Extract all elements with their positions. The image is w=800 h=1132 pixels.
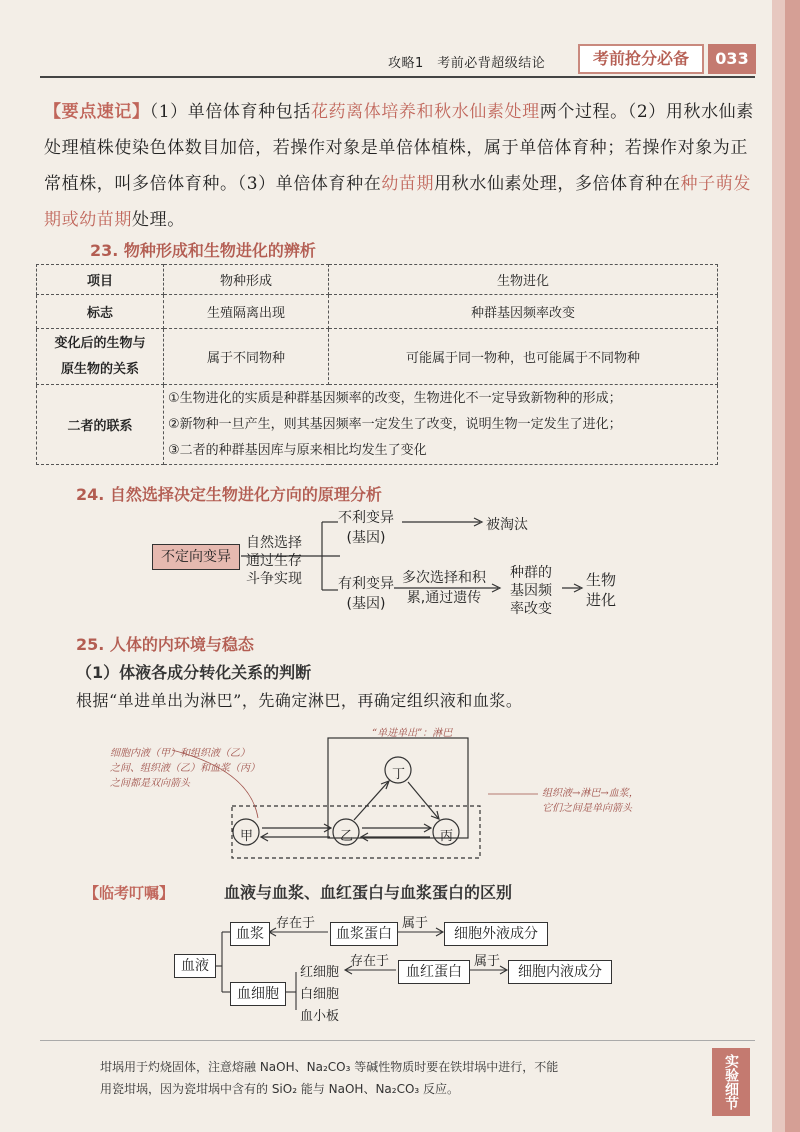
evo-l1: 生物	[586, 571, 617, 589]
table-row2-key-l1: 变化后的生物与	[54, 335, 146, 351]
unfav-l1: 不利变异	[338, 510, 394, 526]
table-row3-line2: ②新物种一旦产生，则其基因频率一定发生了改变，说明生物一定发生了进化；	[168, 416, 622, 432]
fav-l2: (基因)	[346, 596, 386, 612]
hnl-3: 之间都是双向箭头	[110, 778, 190, 789]
node-jia: 甲	[240, 829, 254, 844]
header-tag: 考前抢分必备	[578, 44, 704, 74]
tip-label: 【临考叮嘱】	[84, 884, 175, 902]
gf-l3: 率改变	[510, 601, 552, 617]
table-row2-a: 属于不同物种	[164, 329, 329, 385]
running-header: 攻略1 考前必背超级结论	[388, 56, 546, 71]
evolution-label	[586, 570, 616, 610]
plasma-protein-box: 血浆蛋白	[330, 922, 398, 946]
table-header-evolution: 生物进化	[329, 265, 718, 295]
table-row2-b: 可能属于同一物种，也可能属于不同物种	[329, 329, 718, 385]
exist-in-1: 存在于	[276, 916, 316, 931]
extracellular-box: 细胞外液成分	[444, 922, 548, 946]
belong-to-2: 属于	[474, 954, 501, 969]
plasma-box: 血浆	[230, 922, 270, 946]
exist-in-2: 存在于	[350, 954, 390, 969]
handnote-right	[542, 786, 639, 816]
table-header-speciation: 物种形成	[164, 265, 329, 295]
key-points	[44, 94, 764, 238]
footer-note	[100, 1056, 700, 1100]
hnl-1: 细胞内液（甲）和组织液（乙）	[110, 748, 250, 759]
section-25-title: 25. 人体的内环境与稳态	[76, 635, 254, 654]
table-row3-line3: ③二者的种群基因库与原来相比均发生了变化	[168, 442, 427, 458]
fav-l1: 有利变异	[338, 576, 394, 592]
evo-l2: 进化	[586, 591, 617, 609]
page-number: 033	[708, 44, 756, 74]
header-badge	[578, 44, 754, 74]
gf-l2: 基因频	[510, 583, 552, 599]
gene-frequency-label	[510, 564, 552, 618]
gf-l1: 种群的	[510, 565, 552, 581]
node-ding: 丁	[392, 767, 406, 782]
table-row1-a: 生殖隔离出现	[164, 295, 329, 329]
header-rule	[40, 76, 755, 78]
ns-l2: 通过生存	[246, 553, 302, 569]
natural-selection-label	[246, 534, 302, 588]
table-row1-key: 标志	[37, 295, 164, 329]
accumulation-label	[402, 568, 486, 608]
table-header-item: 项目	[37, 265, 164, 295]
node-bing: 丙	[440, 829, 454, 844]
footer-rule	[40, 1040, 755, 1041]
key-points-label: 【要点速记】	[44, 102, 150, 122]
eliminated-label: 被淘汰	[486, 517, 528, 533]
section-25-subtitle: （1）体液各成分转化关系的判断	[76, 663, 312, 682]
handnote-top: “单进单出”：淋巴	[372, 728, 453, 739]
section-24-title: 24. 自然选择决定生物进化方向的原理分析	[76, 485, 382, 504]
blood-cells-box: 血细胞	[230, 982, 286, 1006]
section-25-desc: 根据“单进单出为淋巴”，先确定淋巴，再确定组织液和血浆。	[76, 691, 523, 710]
kp-text-1: （1）单倍体育种包括	[149, 102, 311, 122]
table-row2-key-l2: 原生物的关系	[60, 361, 139, 377]
footer-line-2: 用瓷坩埚，因为瓷坩埚中含有的 SiO₂ 能与 NaOH、Na₂CO₃ 反应。	[100, 1082, 460, 1096]
table-row3-line1: ①生物进化的实质是种群基因频率的改变，生物进化不一定导致新物种的形成；	[168, 390, 622, 406]
platelet-label: 血小板	[300, 1009, 340, 1024]
rbc-label: 红细胞	[300, 965, 340, 980]
tip-title: 血液与血浆、血红蛋白与血浆蛋白的区别	[224, 883, 513, 902]
speciation-table	[36, 264, 718, 465]
kp-highlight-3: 种子萌发期或幼苗期	[44, 174, 751, 230]
favorable-variation	[338, 574, 394, 614]
unoriented-variation-box: 不定向变异	[152, 544, 240, 570]
blood-box: 血液	[174, 954, 216, 978]
unfavorable-variation	[338, 508, 394, 548]
acc-l2: 累,通过遗传	[406, 590, 482, 606]
selection-diagram-lines	[0, 500, 800, 630]
ns-l3: 斗争实现	[246, 571, 302, 587]
table-row2-key	[37, 329, 164, 385]
kp-highlight-2: 幼苗期	[381, 174, 435, 194]
blood-cell-types	[300, 962, 339, 1028]
table-row1-b: 种群基因频率改变	[329, 295, 718, 329]
kp-text-2: 两个过程。（2）用秋水仙素处理植株使染色体数目加倍，若操作对象是单倍体植株，属于单倍体育种；若操作对象为正常植株，叫多倍体育种。（3）单倍体育种在	[44, 102, 754, 194]
wbc-label: 白细胞	[300, 987, 340, 1002]
hnr-2: 它们之间是单向箭头	[542, 803, 632, 814]
acc-l1: 多次选择和积	[402, 570, 486, 586]
experiment-detail-tab: 实验细节	[712, 1048, 750, 1116]
belong-to-1: 属于	[402, 916, 429, 931]
node-yi: 乙	[340, 829, 354, 844]
footer-line-1: 坩埚用于灼烧固体，注意熔融 NaOH、Na₂CO₃ 等碱性物质时要在铁坩埚中进行，不能	[100, 1060, 559, 1074]
ns-l1: 自然选择	[246, 535, 302, 551]
table-row3-content	[164, 385, 718, 465]
kp-highlight-1: 花药离体培养和秋水仙素处理	[310, 102, 540, 122]
table-row3-key: 二者的联系	[37, 385, 164, 465]
handnote-left	[110, 746, 260, 791]
intracellular-box: 细胞内液成分	[508, 960, 612, 984]
hnl-2: 之间、组织液（乙）和血浆（丙）	[110, 763, 260, 774]
kp-text-4: 处理。	[132, 210, 185, 230]
hemoglobin-box: 血红蛋白	[398, 960, 470, 984]
section-23-title: 23. 物种形成和生物进化的辨析	[90, 241, 316, 260]
kp-text-3: 用秋水仙素处理，多倍体育种在	[434, 174, 681, 194]
hnr-1: 组织液→淋巴→血浆，	[542, 788, 639, 799]
unfav-l2: (基因)	[346, 530, 386, 546]
